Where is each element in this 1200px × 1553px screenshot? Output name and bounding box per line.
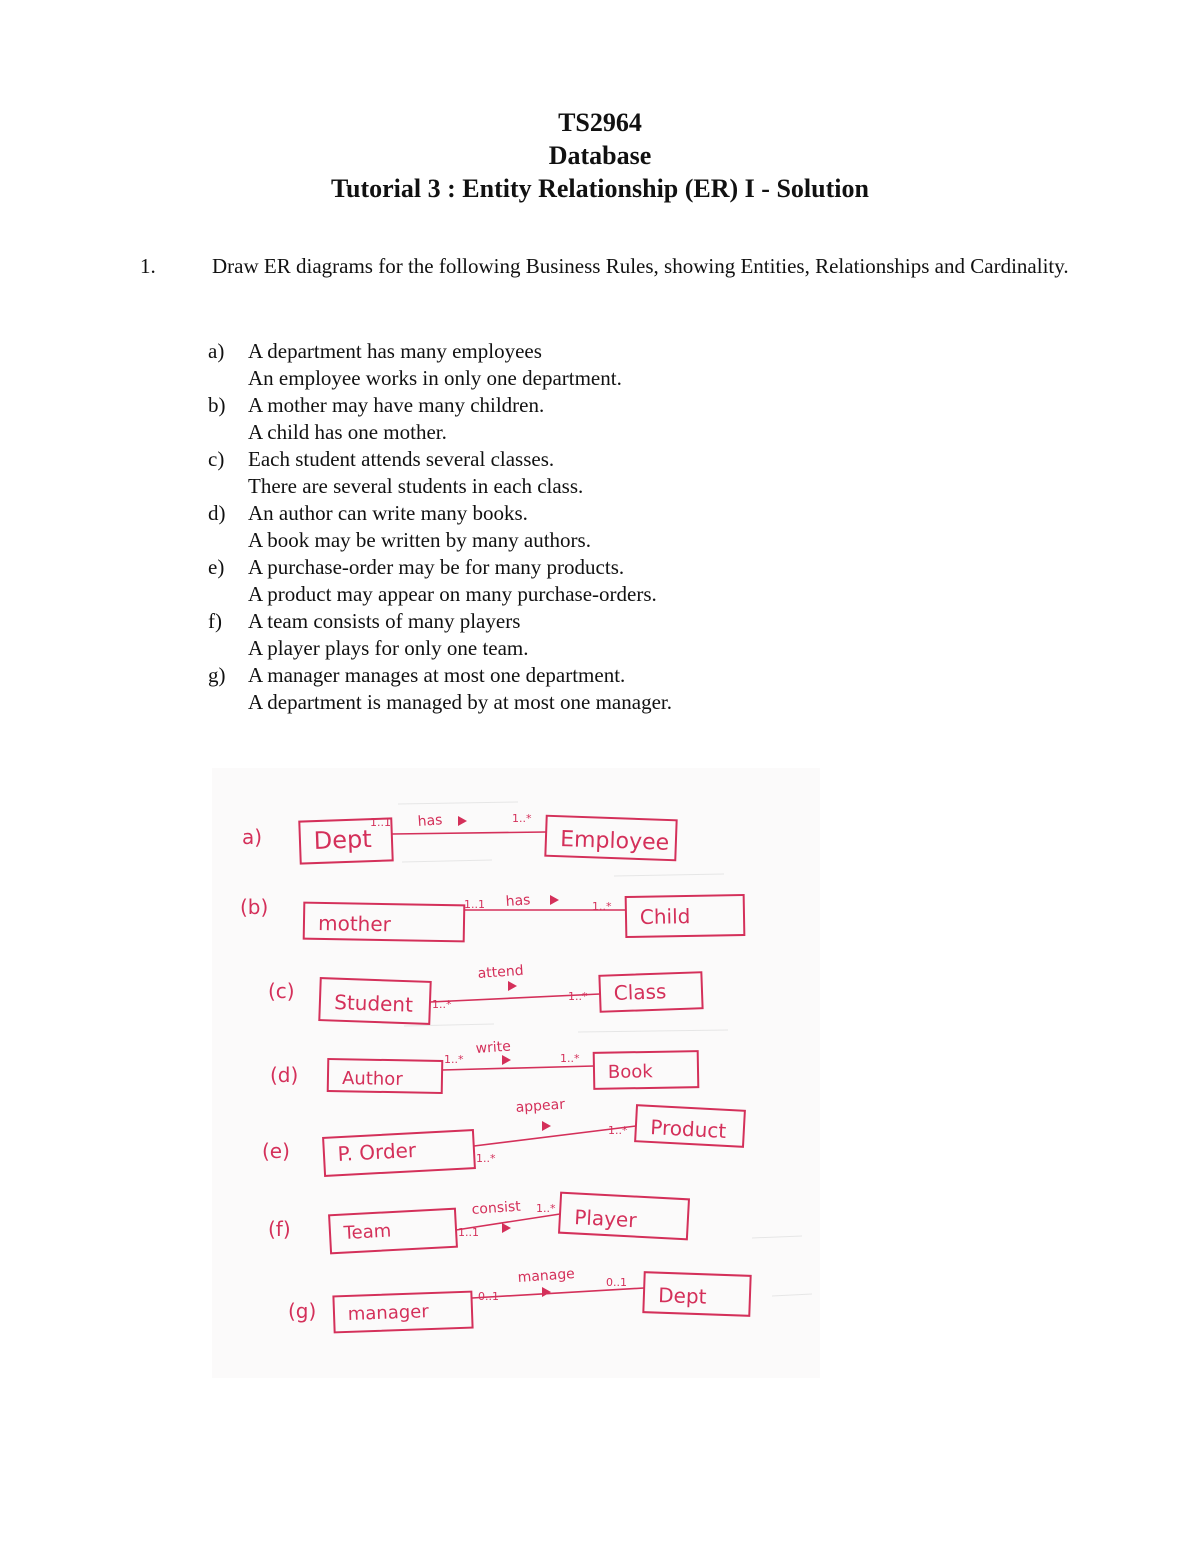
rule-line: A department is managed by at most one manager. [248, 690, 672, 714]
relationship-direction-arrow [508, 981, 517, 991]
entity-name-left: Team [343, 1220, 392, 1244]
diagram-row-label: (b) [240, 895, 269, 919]
diagram-row-label: (g) [288, 1299, 317, 1323]
cardinality-left: 1..* [432, 998, 452, 1011]
entity-name-left: Dept [313, 824, 373, 855]
er-diagram-canvas [212, 768, 820, 1378]
rule-line: A book may be written by many authors. [248, 528, 591, 552]
relationship-direction-arrow [458, 816, 467, 826]
bleed-through-mark [752, 1236, 802, 1238]
diagram-row-label: a) [242, 825, 263, 849]
relationship-name: has [417, 812, 443, 830]
cardinality-left: 1..* [444, 1053, 464, 1066]
question-number: 1. [140, 254, 156, 278]
rule-line: An employee works in only one department. [248, 366, 622, 390]
cardinality-right: 0..1 [606, 1276, 627, 1289]
rule-line: A child has one mother. [248, 420, 447, 444]
rule-item [208, 608, 908, 662]
cardinality-right: 1..* [512, 812, 532, 825]
bleed-through-mark [398, 802, 518, 804]
cardinality-left: 1..1 [464, 898, 485, 911]
relationship-line [442, 1066, 594, 1070]
relationship-name: attend [477, 962, 525, 982]
entity-name-left: mother [317, 911, 392, 937]
relationship-name: manage [517, 1266, 576, 1286]
course-code: TS2964 [558, 108, 642, 137]
rule-line: There are several students in each class. [248, 474, 584, 498]
rule-item [208, 338, 908, 392]
diagram-row-label: (c) [268, 979, 295, 1003]
rule-line: Each student attends several classes. [248, 447, 555, 471]
entity-name-right: Player [573, 1205, 638, 1233]
entity-name-left: P. Order [337, 1137, 417, 1166]
relationship-direction-arrow [542, 1121, 551, 1131]
relationship-name: consist [471, 1198, 522, 1218]
entity-name-right: Book [607, 1061, 653, 1083]
document-header [0, 106, 1200, 205]
rule-line: A player plays for only one team. [248, 636, 529, 660]
handwritten-er-diagram-scan [212, 768, 820, 1378]
rule-item [208, 392, 908, 446]
cardinality-right: 1..* [560, 1052, 580, 1065]
relationship-direction-arrow [502, 1223, 511, 1233]
rule-line: A product may appear on many purchase-orders. [248, 582, 657, 606]
entity-name-right: Dept [657, 1283, 707, 1309]
cardinality-right: 1..* [536, 1202, 556, 1215]
bleed-through-mark [614, 874, 724, 876]
relationship-line [392, 832, 546, 834]
rule-line: A manager manages at most one department. [248, 663, 626, 687]
rule-line: A team consists of many players [248, 609, 521, 633]
diagram-row-label: (f) [268, 1217, 291, 1241]
cardinality-left: 1..1 [458, 1226, 479, 1239]
rule-letter: g) [208, 663, 226, 687]
cardinality-left: 1..1 [370, 816, 391, 829]
bleed-through-mark [578, 1030, 728, 1032]
cardinality-right: 1..* [568, 990, 588, 1003]
diagram-row-label: (e) [262, 1139, 290, 1163]
diagram-row-label: (d) [270, 1063, 299, 1087]
cardinality-right: 1..* [608, 1124, 628, 1137]
entity-name-left: manager [347, 1301, 430, 1325]
rule-letter: b) [208, 393, 226, 417]
entity-name-left: Author [341, 1068, 403, 1091]
business-rules-list [208, 338, 908, 716]
rule-letter: c) [208, 447, 225, 471]
rule-letter: f) [208, 609, 222, 633]
tutorial-title: Tutorial 3 : Entity Relationship (ER) I - Solution [331, 174, 869, 203]
relationship-direction-arrow [542, 1287, 551, 1297]
cardinality-right: 1..* [592, 900, 612, 913]
rule-item [208, 500, 908, 554]
rule-line: A mother may have many children. [248, 393, 545, 417]
rule-item [208, 554, 908, 608]
relationship-direction-arrow [550, 895, 559, 905]
cardinality-left: 0..1 [478, 1290, 499, 1303]
rule-line: A purchase-order may be for many products. [248, 555, 625, 579]
relationship-name: appear [515, 1096, 566, 1116]
relationship-name: write [475, 1038, 512, 1057]
rule-letter: d) [208, 501, 226, 525]
rule-line: A department has many employees [248, 339, 542, 363]
question-intro [140, 252, 1070, 280]
relationship-name: has [505, 892, 531, 910]
rule-letter: a) [208, 339, 225, 363]
rule-letter: e) [208, 555, 225, 579]
bleed-through-mark [772, 1294, 812, 1296]
rule-item [208, 446, 908, 500]
subject-title: Database [548, 141, 652, 170]
rule-line: An author can write many books. [248, 501, 528, 525]
question-text: Draw ER diagrams for the following Business Rules, showing Entities, Relationships and Cardinality. [212, 254, 1069, 278]
bleed-through-mark [402, 860, 492, 862]
rule-item [208, 662, 908, 716]
entity-name-right: Child [639, 904, 691, 929]
relationship-direction-arrow [502, 1055, 511, 1065]
cardinality-left: 1..* [476, 1152, 496, 1165]
entity-name-right: Employee [559, 827, 670, 856]
entity-name-right: Product [649, 1115, 727, 1143]
entity-name-left: Student [333, 990, 414, 1017]
entity-name-right: Class [613, 979, 667, 1005]
